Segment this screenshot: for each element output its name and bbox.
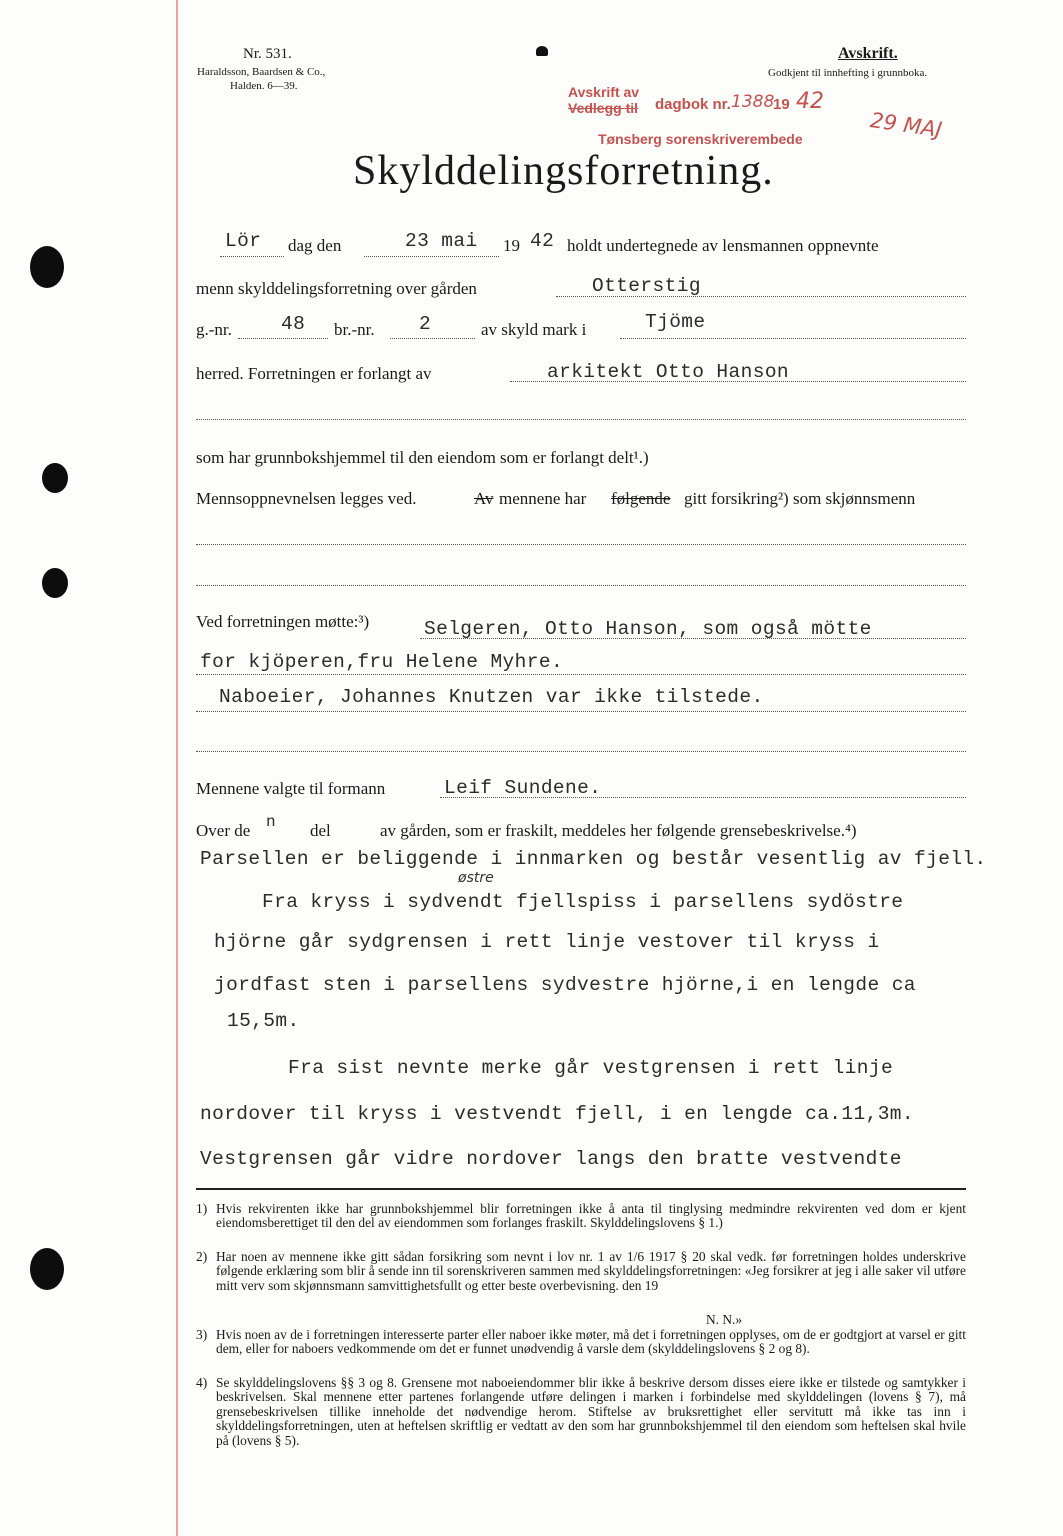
footnote-signature: N. N.»: [706, 1312, 743, 1327]
dotted-line: [620, 337, 966, 339]
printing-info: Halden. 6—39.: [230, 80, 298, 92]
description-line: jordfast sten i parsellens sydvestre hjörne,i en lengde ca: [214, 974, 916, 996]
approval-note: Godkjent til innhefting i grunnboka.: [768, 67, 928, 79]
chair-label: Mennene valgte til formann: [196, 779, 386, 798]
dotted-line: [364, 255, 499, 257]
stamp-office: Tønsberg sorenskriverembede: [598, 131, 803, 147]
description-line: Fra kryss i sydvendt fjellspiss i parsellens sydöstre: [262, 891, 904, 913]
attended-label: Ved forretningen møtte:³): [196, 612, 370, 631]
publisher: Haraldsson, Baardsen & Co.,: [197, 66, 326, 78]
skyld-label: av skyld mark i: [481, 320, 587, 339]
dotted-line: [196, 418, 966, 420]
dotted-line: [196, 710, 966, 712]
footnote-rule: [196, 1188, 966, 1190]
footnote: [196, 1328, 966, 1357]
punch-hole: [42, 568, 68, 598]
over-text-b: del: [310, 821, 331, 840]
punch-hole: [30, 246, 64, 288]
description-line: Parsellen er beliggende i innmarken og består vesentlig av fjell.: [200, 848, 987, 870]
dotted-line: [510, 380, 966, 382]
footnote: [196, 1376, 966, 1448]
dotted-line: [440, 796, 966, 798]
dotted-line: [196, 584, 966, 586]
date-value: 23 mai: [405, 230, 478, 252]
stamp-date: 29 MAJ: [868, 108, 944, 142]
menn-struck-b: følgende: [611, 489, 671, 508]
punch-hole: [30, 1248, 64, 1290]
description-line: Vestgrensen går vidre nordover langs den bratte vestvendte: [200, 1148, 902, 1170]
footnote-number: 4): [196, 1375, 208, 1390]
stamp-dagbok-label: dagbok nr.: [655, 96, 731, 113]
weekday: Lör: [225, 230, 262, 252]
dotted-line: [238, 337, 328, 339]
dotted-line: [196, 673, 966, 675]
footnote-text: Hvis rekvirenten ikke har grunnbokshjemmel blir forretningen ikke å anta til tinglysing medmindre rekvirenten ved dom er kjent eiendomsberettiget til den del av eiendommen som forlanges fraskilt. Skylddelingslovens § 1.): [216, 1201, 966, 1231]
line2-text: menn skylddelingsforretning over gården: [196, 279, 477, 298]
grunnbok-text: som har grunnbokshjemmel til den eiendom som er forlangt delt¹.): [196, 448, 649, 467]
dotted-line: [220, 255, 284, 257]
gnr-label: g.-nr.: [196, 320, 232, 339]
over-text-c: av gården, som er fraskilt, meddeles her følgende grensebeskrivelse.⁴): [380, 821, 857, 840]
menn-text-a: Mennsoppnevnelsen legges ved.: [196, 489, 417, 508]
requester: arkitekt Otto Hanson: [547, 361, 790, 383]
menn-text-c: gitt forsikring²) som skjønnsmenn: [684, 489, 916, 508]
stamp-attachment-to: Vedlegg til: [568, 100, 639, 116]
gnr-value: 48: [281, 313, 306, 335]
description-line: Fra sist nevnte merke går vestgrensen i rett linje: [288, 1057, 894, 1079]
stamp-dagbok-number: 1388: [731, 92, 775, 112]
over-text-a: Over de: [196, 821, 251, 840]
description-line: 15,5m.: [227, 1010, 300, 1032]
chair-name: Leif Sundene.: [444, 777, 602, 799]
stamp-year: 42: [796, 89, 824, 114]
stamp-year-prefix: 19: [773, 96, 790, 113]
footnote-text: Hvis noen av de i forretningen interesserte parter eller naboer ikke møter, må det i forretningen opplyses, om de er godtgjort at varsel er gitt dem, eller for naboers vedkommende om det er funnet unødvendig å varsle dem (skylddelingslovens § 2 og 8).: [216, 1327, 966, 1357]
menn-text-b: mennene har: [499, 489, 587, 508]
dotted-line: [390, 337, 475, 339]
year-value: 42: [530, 230, 555, 252]
farm-name: Otterstig: [592, 275, 701, 297]
footnote-text: Har noen av mennene ikke gitt sådan forsikring som nevnt i lov nr. 1 av 1/6 1917 § 20 skal vedk. før forretningen holdes underskrive følgende erklæring som blir å sende inn til sorenskriveren sammen med skylddelingsforretningen: «Jeg forsikrer at jeg i alle saker vil utføre mitt verv som skjønnsmann samvittighetsfullt og etter beste overbevisning. den 19: [216, 1249, 966, 1293]
margin-rule: [176, 0, 178, 1536]
attended-line-3: Naboeier, Johannes Knutzen var ikke tilstede.: [219, 686, 764, 708]
day-label: dag den: [288, 236, 342, 255]
bnr-value: 2: [419, 313, 432, 335]
attended-line-2: for kjöperen,fru Helene Myhre.: [200, 651, 564, 673]
description-line: hjörne går sydgrensen i rett linje vestover til kryss i: [214, 931, 880, 953]
footnote: [196, 1250, 966, 1293]
footnote-text: Se skylddelingslovens §§ 3 og 8. Grensene mot naboeiendommer blir ikke å beskrive dersom disses eiere ikke er tilstede og samtykker i beskrivelsen. Skal mennene etter partenes forlangende utføre delingen i marken i forbindelse med skylddelingen (lovens § 7), må grensebeskrivelsen tillike inneholde det nødvendige herom. Stiftelse av bruksrettighet eller servitutt må ikke tas inn i skylddelingsforretningen, uten at heftelsen skriftlig er vedtatt av den som har grunnbokshjemmel til den eiendom som heftelsen skal hvile på (lovens § 5).: [216, 1375, 966, 1448]
menn-struck-a: Av: [474, 489, 494, 508]
attended-line-1: Selgeren, Otto Hanson, som også mötte: [424, 618, 872, 640]
footnote-number: 2): [196, 1249, 208, 1264]
description-line: nordover til kryss i vestvendt fjell, i en lengde ca.11,3m.: [200, 1103, 915, 1125]
description-insert: østre: [458, 870, 494, 886]
dotted-line: [196, 750, 966, 752]
stamp-copy-of: Avskrift av: [568, 84, 640, 100]
ink-mark: [536, 46, 548, 56]
bnr-label: br.-nr.: [334, 320, 375, 339]
line1-text: holdt undertegnede av lensmannen oppnevnte: [567, 236, 879, 255]
dotted-line: [420, 637, 966, 639]
municipality: Tjöme: [645, 311, 706, 333]
herred-label: herred. Forretningen er forlangt av: [196, 364, 432, 383]
footnote: [196, 1202, 966, 1231]
year-prefix: 19: [503, 236, 520, 255]
dotted-line: [196, 543, 966, 545]
document-title: Skylddelingsforretning.: [353, 148, 774, 194]
dotted-line: [556, 295, 966, 297]
footnote: [196, 1313, 966, 1327]
over-superscript: n: [266, 813, 277, 831]
footnote-number: 1): [196, 1201, 208, 1216]
footnote-number: 3): [196, 1327, 208, 1342]
punch-hole: [42, 463, 68, 493]
form-number: Nr. 531.: [243, 46, 292, 62]
copy-label: Avskrift.: [838, 45, 898, 62]
